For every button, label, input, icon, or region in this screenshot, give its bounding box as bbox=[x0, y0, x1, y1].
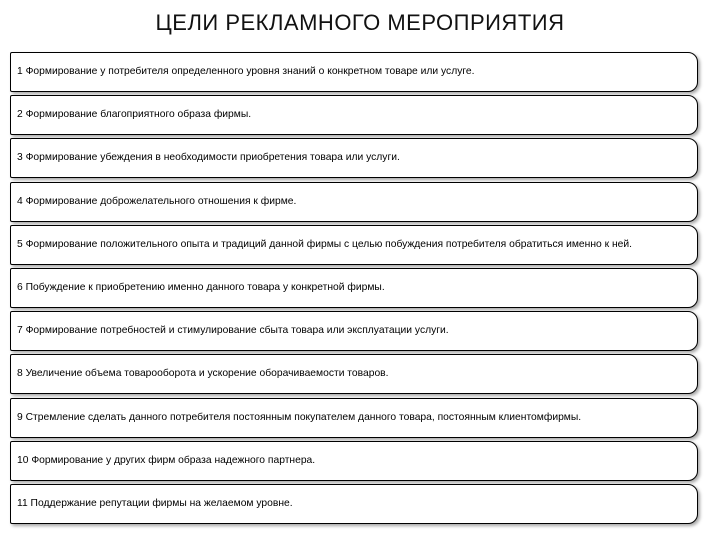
goal-box-8: 8 Увеличение объема товарооборота и ускорение оборачиваемости товаров. bbox=[10, 354, 698, 394]
goal-box-7: 7 Формирование потребностей и стимулирование сбыта товара или эксплуатации услуги. bbox=[10, 311, 698, 351]
goal-box-3: 3 Формирование убеждения в необходимости приобретения товара или услуги. bbox=[10, 138, 698, 178]
page-title: ЦЕЛИ РЕКЛАМНОГО МЕРОПРИЯТИЯ bbox=[155, 10, 565, 35]
goal-box-5: 5 Формирование положительного опыта и традиций данной фирмы с целью побуждения потребителя обратиться именно к ней. bbox=[10, 225, 698, 265]
goal-box-9: 9 Стремление сделать данного потребителя постоянным покупателем данного товара, постоянным клиентомфирмы. bbox=[10, 398, 698, 438]
goal-box-11: 11 Поддержание репутации фирмы на желаемом уровне. bbox=[10, 484, 698, 524]
goal-box-10: 10 Формирование у других фирм образа надежного партнера. bbox=[10, 441, 698, 481]
goal-box-6: 6 Побуждение к приобретению именно данного товара у конкретной фирмы. bbox=[10, 268, 698, 308]
goal-box-1: 1 Формирование у потребителя определенного уровня знаний о конкретном товаре или услуге. bbox=[10, 52, 698, 92]
goals-list bbox=[10, 52, 698, 524]
goal-box-4: 4 Формирование доброжелательного отношения к фирме. bbox=[10, 182, 698, 222]
goal-box-2: 2 Формирование благоприятного образа фирмы. bbox=[10, 95, 698, 135]
